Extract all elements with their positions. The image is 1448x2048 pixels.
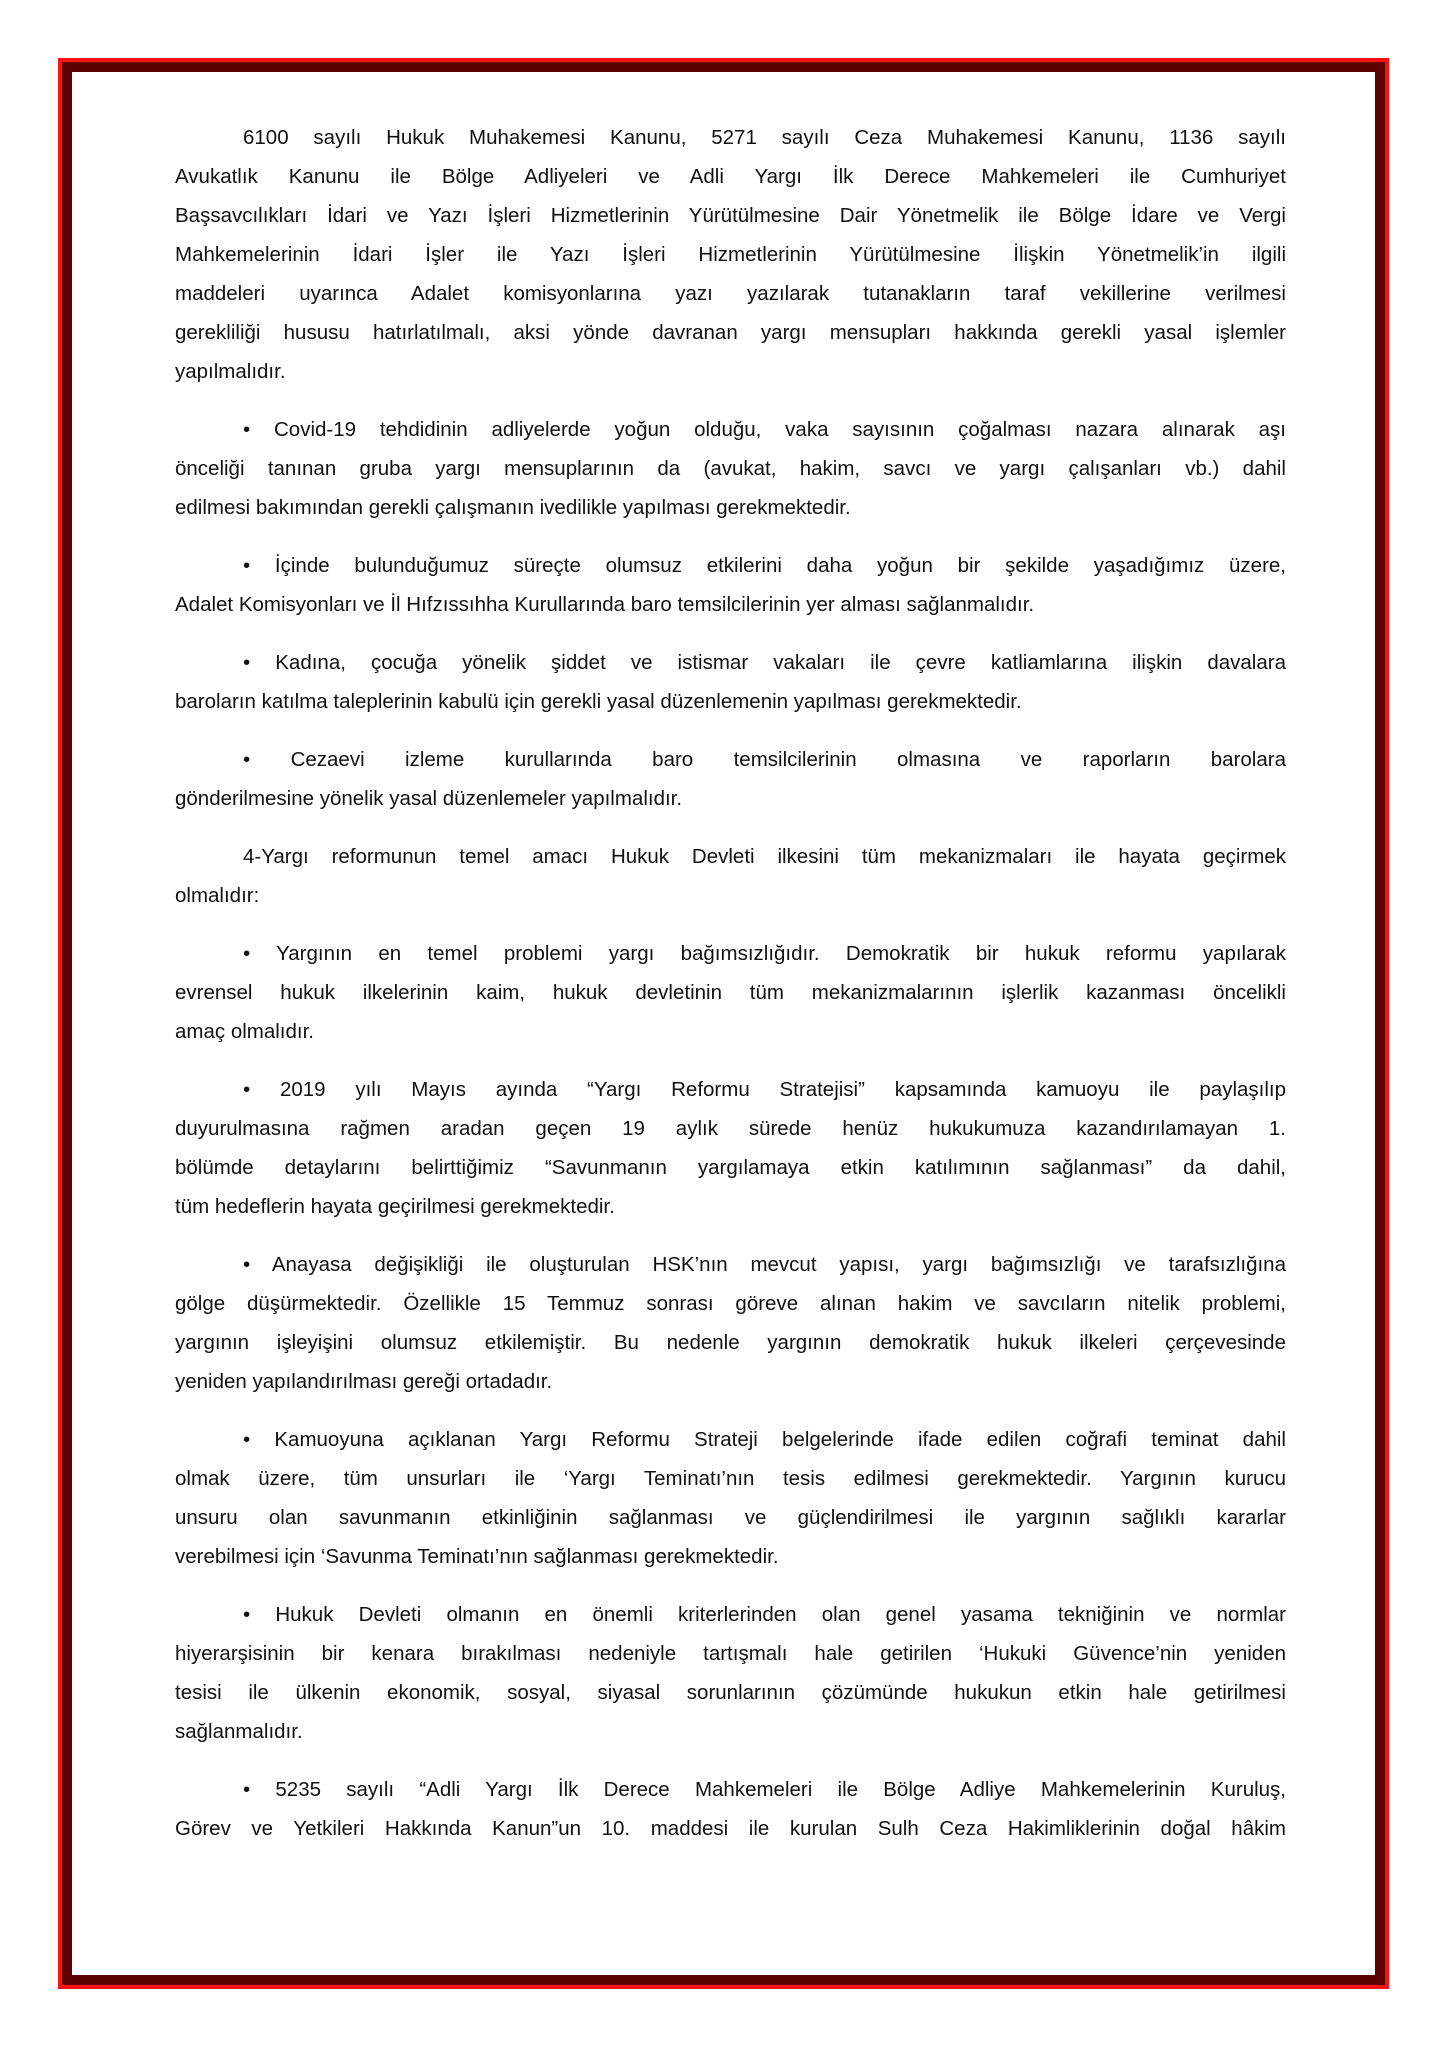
text-line: önceliği tanınan gruba yargı mensuplarının da (avukat, hakim, savcı ve yargı çalışanları vb.) dahil [175, 457, 1286, 480]
text-line: Görev ve Yetkileri Hakkında Kanun”un 10. maddesi ile kurulan Sulh Ceza Hakimliklerinin doğal hâkim [175, 1817, 1286, 1840]
text-line: 6100 sayılı Hukuk Muhakemesi Kanunu, 5271 sayılı Ceza Muhakemesi Kanunu, 1136 sayılı [243, 126, 1286, 149]
text-line: 4-Yargı reformunun temel amacı Hukuk Devleti ilkesini tüm mekanizmaları ile hayata geçirmek [243, 845, 1286, 868]
text-line: Başsavcılıkları İdari ve Yazı İşleri Hizmetlerinin Yürütülmesine Dair Yönetmelik ile Bölge İdare ve Vergi [175, 204, 1286, 227]
text-line: • Covid-19 tehdidinin adliyelerde yoğun olduğu, vaka sayısının çoğalması nazara alınarak aşı [243, 418, 1286, 441]
paragraph [175, 643, 1286, 721]
paragraph [175, 934, 1286, 1051]
text-line: yeniden yapılandırılması gereği ortadadır. [175, 1370, 553, 1393]
text-line: • Anayasa değişikliği ile oluşturulan HSK’nın mevcut yapısı, yargı bağımsızlığı ve tarafsızlığına [243, 1253, 1286, 1276]
paragraph [175, 1070, 1286, 1226]
text-line: tesisi ile ülkenin ekonomik, sosyal, siyasal sorunlarının çözümünde hukukun etkin hale getirilmesi [175, 1681, 1286, 1704]
text-line: duyurulmasına rağmen aradan geçen 19 aylık sürede henüz hukukumuza kazandırılamayan 1. [175, 1117, 1286, 1140]
text-line: • İçinde bulunduğumuz süreçte olumsuz etkilerini daha yoğun bir şekilde yaşadığımız üzere, [243, 554, 1286, 577]
text-line: yargının işleyişini olumsuz etkilemiştir. Bu nedenle yargının demokratik hukuk ilkeleri çerçevesinde [175, 1331, 1286, 1354]
text-line: Avukatlık Kanunu ile Bölge Adliyeleri ve Adli Yargı İlk Derece Mahkemeleri ile Cumhuriyet [175, 165, 1286, 188]
text-line: amaç olmalıdır. [175, 1020, 314, 1043]
paragraph [175, 1245, 1286, 1401]
paragraph [175, 740, 1286, 818]
text-line: edilmesi bakımından gerekli çalışmanın ivedilikle yapılması gerekmektedir. [175, 496, 851, 519]
text-line: bölümde detaylarını belirttiğimiz “Savunmanın yargılamaya etkin katılımının sağlanması” da dahil, [175, 1156, 1286, 1179]
text-line: tüm hedeflerin hayata geçirilmesi gerekmektedir. [175, 1195, 615, 1218]
text-line: • Hukuk Devleti olmanın en önemli kriterlerinden olan genel yasama tekniğinin ve normlar [243, 1603, 1286, 1626]
paragraph [175, 1770, 1286, 1848]
text-line: • 2019 yılı Mayıs ayında “Yargı Reformu Stratejisi” kapsamında kamuoyu ile paylaşılıp [243, 1078, 1286, 1101]
text-line: • Cezaevi izleme kurullarında baro temsilcilerinin olmasına ve raporların barolara [243, 748, 1286, 771]
text-line: • 5235 sayılı “Adli Yargı İlk Derece Mahkemeleri ile Bölge Adliye Mahkemelerinin Kuruluş, [243, 1778, 1286, 1801]
text-line: olmalıdır: [175, 884, 260, 907]
paragraph [175, 118, 1286, 391]
document-body [175, 118, 1286, 1867]
text-line: baroların katılma taleplerinin kabulü için gerekli yasal düzenlemenin yapılması gerekmektedir. [175, 690, 1022, 713]
text-line: • Yargının en temel problemi yargı bağımsızlığıdır. Demokratik bir hukuk reformu yapılarak [243, 942, 1286, 965]
text-line: gönderilmesine yönelik yasal düzenlemeler yapılmalıdır. [175, 787, 683, 810]
text-line: sağlanmalıdır. [175, 1720, 303, 1743]
text-line: Mahkemelerinin İdari İşler ile Yazı İşleri Hizmetlerinin Yürütülmesine İlişkin Yönetmelik’in ilgili [175, 243, 1286, 266]
text-line: hiyerarşisinin bir kenara bırakılması nedeniyle tartışmalı hale getirilen ‘Hukuki Güvence’nin yeniden [175, 1642, 1286, 1665]
paragraph [175, 1595, 1286, 1751]
text-line: unsuru olan savunmanın etkinliğinin sağlanması ve güçlendirilmesi ile yargının sağlıklı kararlar [175, 1506, 1286, 1529]
text-line: olmak üzere, tüm unsurları ile ‘Yargı Teminatı’nın tesis edilmesi gerekmektedir. Yargının kurucu [175, 1467, 1286, 1490]
paragraph [175, 1420, 1286, 1576]
text-line: yapılmalıdır. [175, 360, 286, 383]
text-line: • Kadına, çocuğa yönelik şiddet ve istismar vakaları ile çevre katliamlarına ilişkin davalara [243, 651, 1286, 674]
text-line: • Kamuoyuna açıklanan Yargı Reformu Strateji belgelerinde ifade edilen coğrafi teminat dahil [243, 1428, 1286, 1451]
text-line: verebilmesi için ‘Savunma Teminatı’nın sağlanması gerekmektedir. [175, 1545, 779, 1568]
paragraph [175, 837, 1286, 915]
text-line: gerekliliği hususu hatırlatılmalı, aksi yönde davranan yargı mensupları hakkında gerekli yasal işlemler [175, 321, 1286, 344]
paragraph [175, 410, 1286, 527]
text-line: gölge düşürmektedir. Özellikle 15 Temmuz sonrası göreve alınan hakim ve savcıların nitelik problemi, [175, 1292, 1286, 1315]
text-line: evrensel hukuk ilkelerinin kaim, hukuk devletinin tüm mekanizmalarının işlerlik kazanması öncelikli [175, 981, 1286, 1004]
paragraph [175, 546, 1286, 624]
text-line: maddeleri uyarınca Adalet komisyonlarına yazı yazılarak tutanakların taraf vekillerine verilmesi [175, 282, 1286, 305]
text-line: Adalet Komisyonları ve İl Hıfzıssıhha Kurullarında baro temsilcilerinin yer alması sağlanmalıdır. [175, 593, 1035, 616]
